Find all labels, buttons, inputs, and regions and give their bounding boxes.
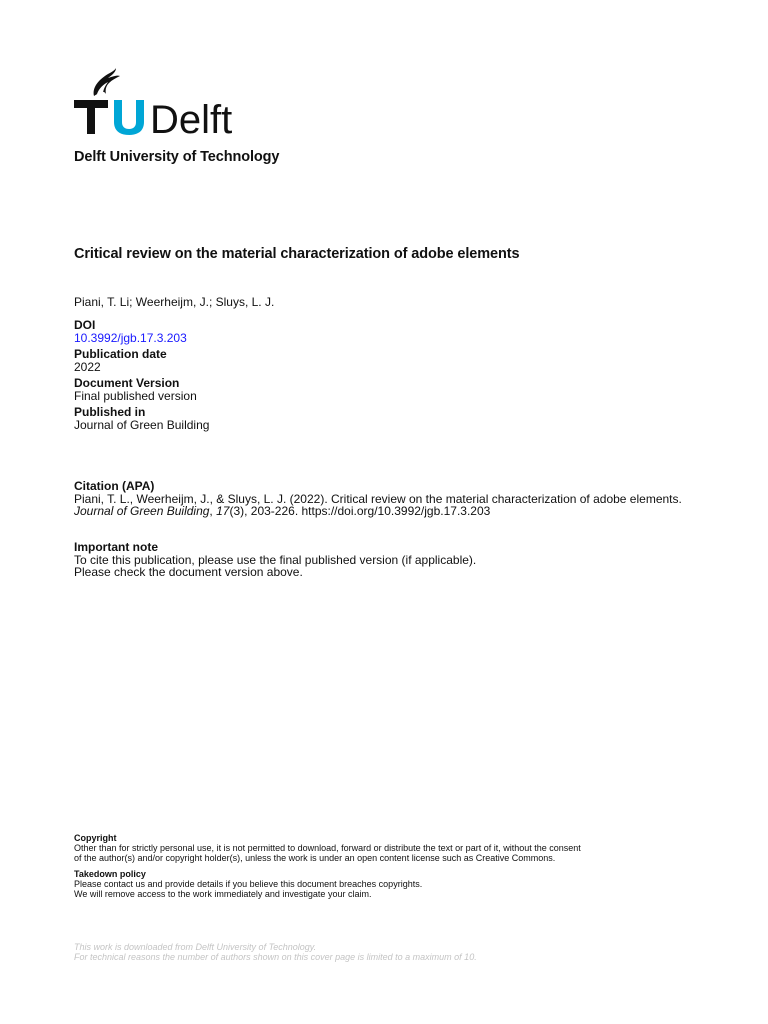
tudelft-logo: [72, 66, 256, 138]
published-in-value: Journal of Green Building: [74, 417, 210, 432]
legal-section: [74, 833, 694, 905]
doi-label: DOI: [74, 318, 96, 332]
important-note: [74, 541, 476, 579]
important-note-label: Important note: [74, 540, 158, 554]
footer-line2: For technical reasons the number of authors shown on this cover page is limited to a maximum of 10.: [74, 952, 477, 962]
takedown-label: Takedown policy: [74, 869, 146, 879]
publication-title: Critical review on the material characterization of adobe elements: [74, 246, 520, 262]
citation-journal: Journal of Green Building: [74, 504, 210, 518]
published-in-label: Published in: [74, 405, 146, 419]
copyright-line2: of the author(s) and/or copyright holder(s), unless the work is under an open content license such as Creative Commons.: [74, 853, 556, 863]
flame-logo-icon: [72, 66, 256, 138]
takedown-block: [74, 869, 694, 899]
citation-volume: 17: [216, 504, 230, 518]
publication-date-value: 2022: [74, 359, 101, 374]
takedown-line2: We will remove access to the work immediately and investigate your claim.: [74, 889, 372, 899]
copyright-label: Copyright: [74, 833, 117, 843]
document-version-label: Document Version: [74, 376, 180, 390]
citation-label: Citation (APA): [74, 479, 155, 493]
copyright-line1: Other than for strictly personal use, it is not permitted to download, forward or distribute the text or part of it, without the consent: [74, 843, 581, 853]
citation-text-part1: Piani, T. L., Weerheijm, J., & Sluys, L. J. (2022). Critical review on the material characterization of adobe elements.: [74, 491, 682, 506]
document-version-value: Final published version: [74, 388, 197, 403]
author-list: Piani, T. Li; Weerheijm, J.; Sluys, L. J.: [74, 295, 275, 309]
publication-date-label: Publication date: [74, 347, 167, 361]
takedown-line1: Please contact us and provide details if you believe this document breaches copyrights.: [74, 879, 423, 889]
copyright-block: [74, 833, 694, 863]
download-footer: [74, 942, 477, 962]
logo-wordmark: Delft: [150, 98, 233, 138]
doi-link[interactable]: 10.3992/jgb.17.3.203: [74, 330, 187, 345]
important-note-line2: Please check the document version above.: [74, 565, 303, 579]
institution-name: Delft University of Technology: [74, 149, 280, 165]
citation-text-part3: (3), 203-226. https://doi.org/10.3992/jgb.17.3.203: [229, 504, 491, 518]
footer-line1: This work is downloaded from Delft University of Technology.: [74, 942, 317, 952]
publication-metadata: [74, 319, 209, 435]
citation-text-part2: ,: [209, 504, 217, 518]
citation-block: [74, 480, 714, 518]
important-note-line1: To cite this publication, please use the final published version (if applicable).: [74, 552, 477, 567]
